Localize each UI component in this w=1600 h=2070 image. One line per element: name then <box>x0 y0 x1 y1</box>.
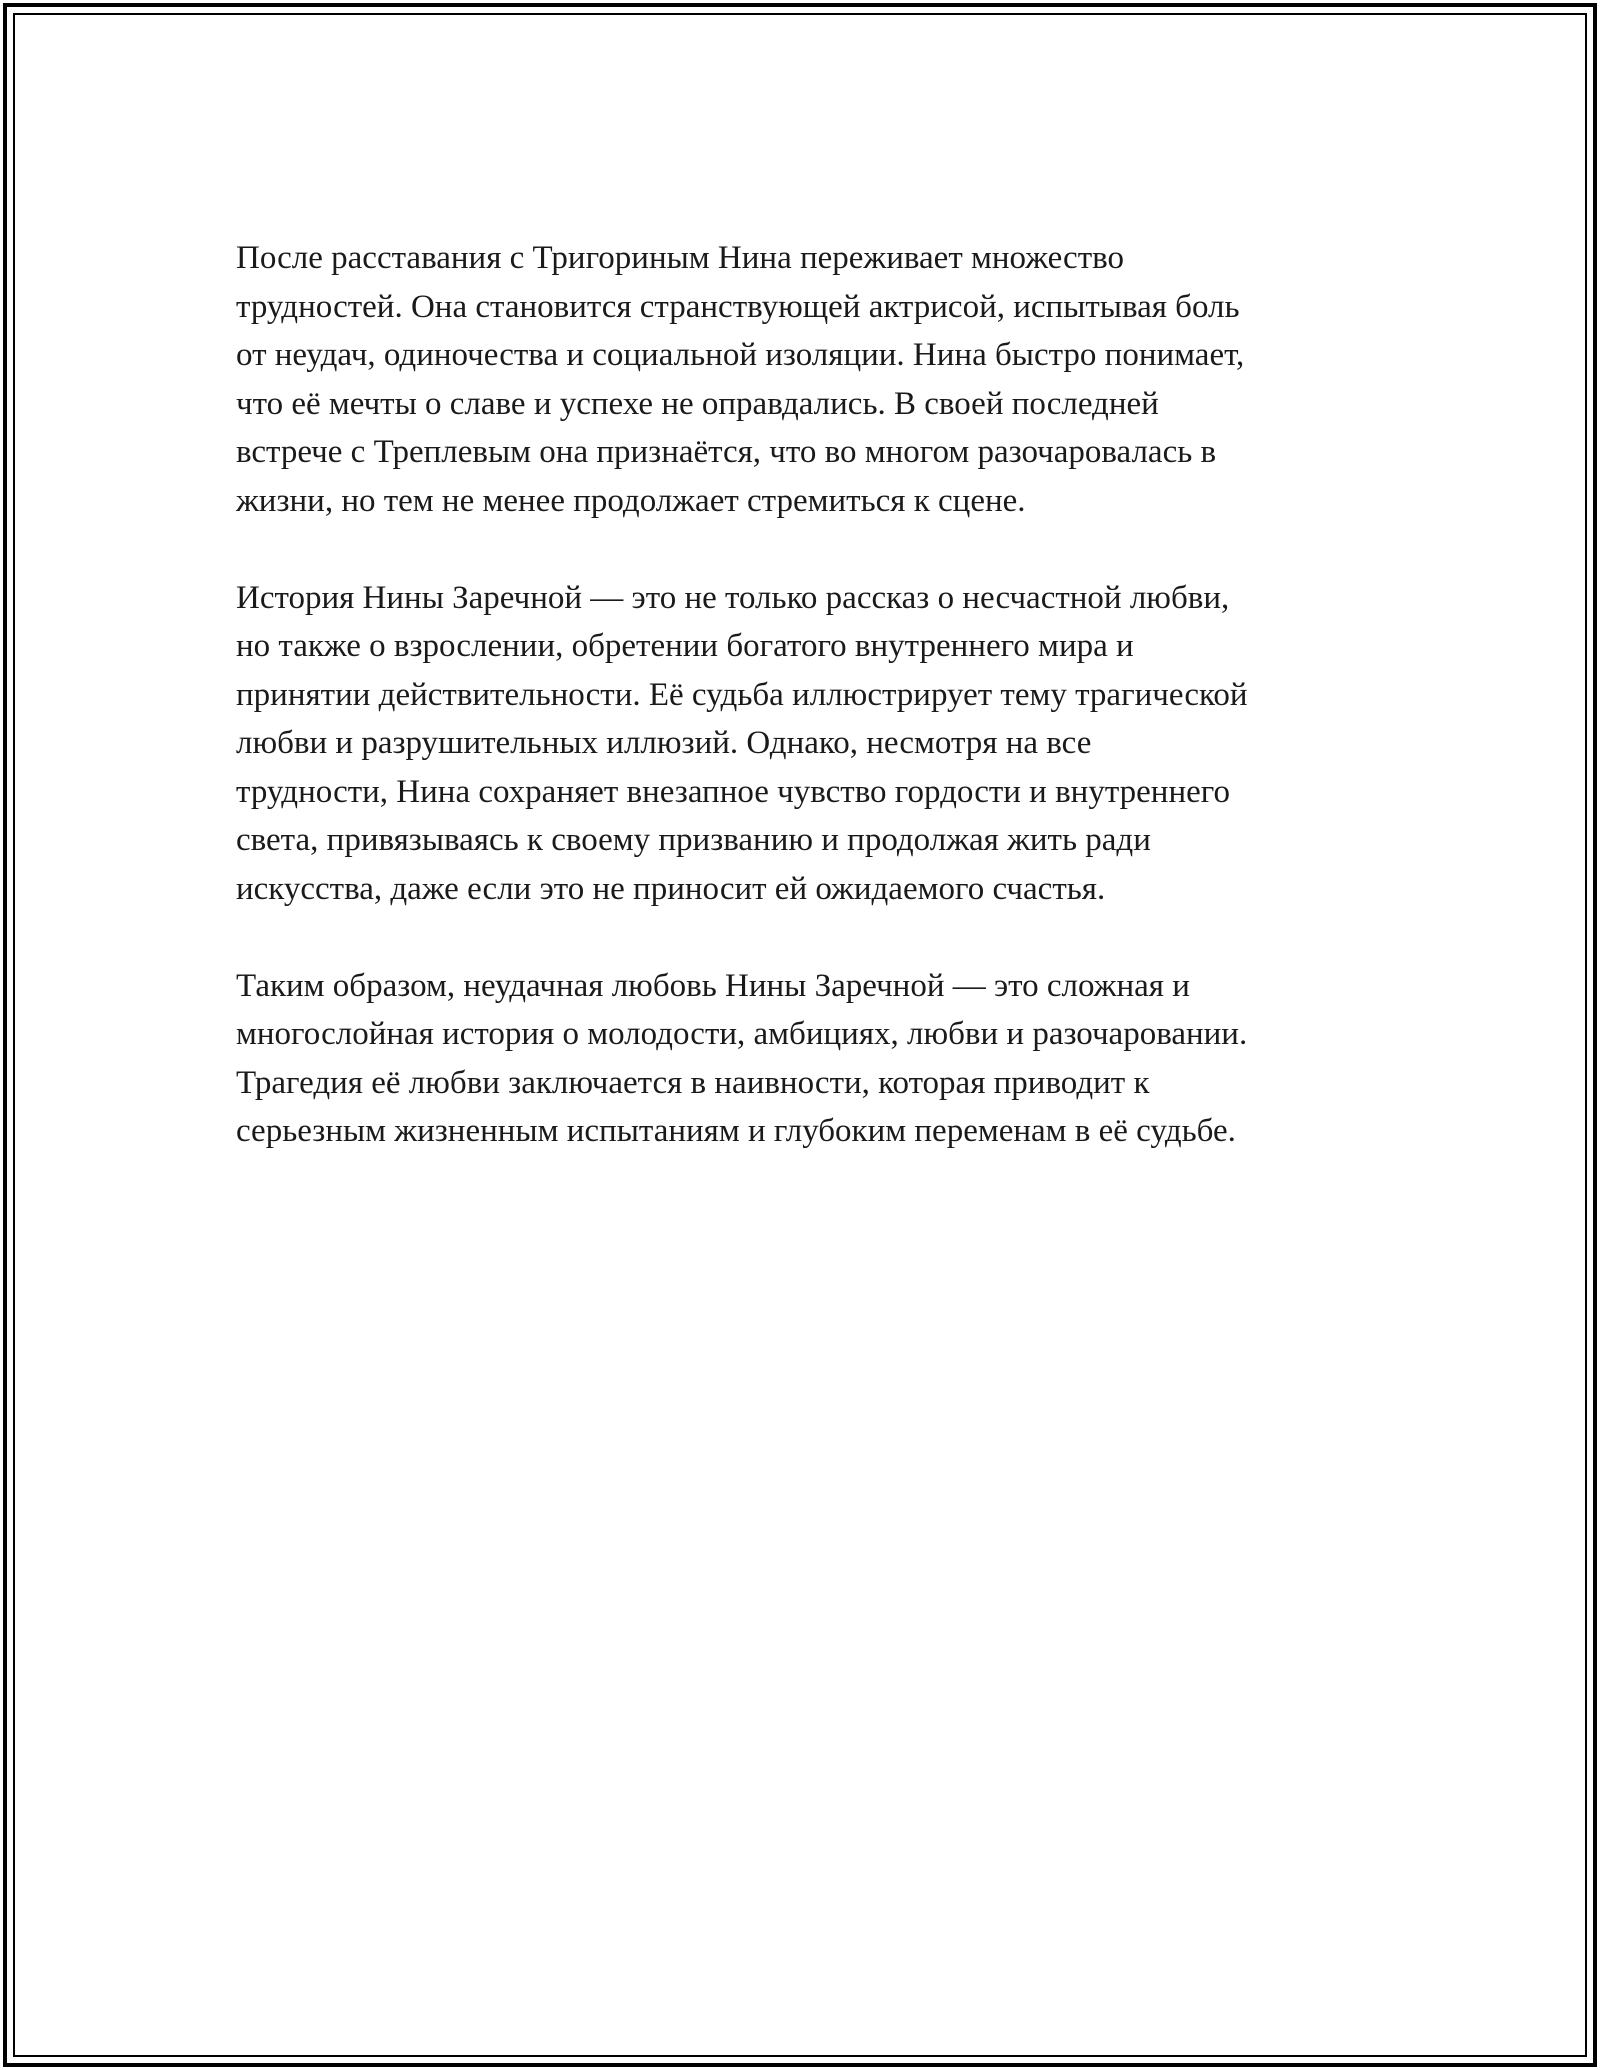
document-body <box>236 234 1386 1204</box>
paragraph-1: После расставания с Тригориным Нина переживает множество трудностей. Она становится странствующей актрисой, испытывая боль от неудач, одиночества и социальной изоляции. Нина быстро понимает, что её мечты о славе и успехе не оправдались. В своей последней встрече с Треплевым она признаётся, что во многом разочаровалась в жизни, но тем не менее продолжает стремиться к сцене. <box>236 240 1245 519</box>
paragraph-3: Таким образом, неудачная любовь Нины Заречной — это сложная и многослойная история о молодости, амбициях, любви и разочаровании. Трагедия её любви заключается в наивности, которая приводит к серьезным жизненным испытаниям и глубоким переменам в её судьбе. <box>236 967 1248 1149</box>
paragraph-2: История Нины Заречной — это не только рассказ о несчастной любви, но также о взрослении, обретении богатого внутреннего мира и принятии действительности. Её судьба иллюстрирует тему трагической любви и разрушительных иллюзий. Однако, несмотря на все трудности, Нина сохраняет внезапное чувство гордости и внутреннего света, привязываясь к своему призванию и продолжая жить ради искусства, даже если это не приносит ей ожидаемого счастья. <box>236 579 1248 907</box>
